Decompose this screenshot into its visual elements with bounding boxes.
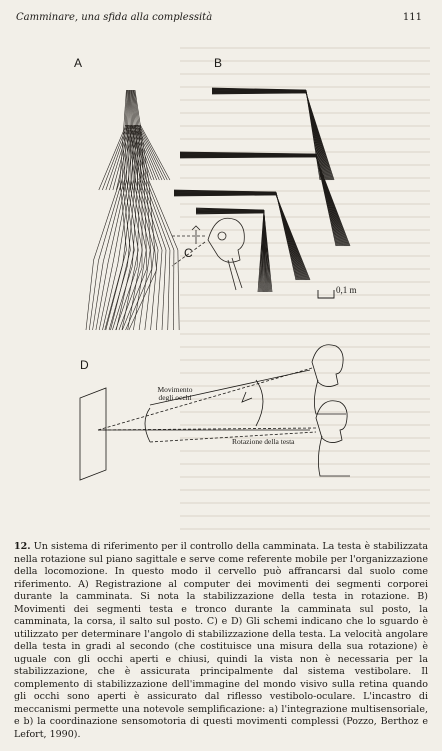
panel-label-d: D xyxy=(80,358,89,372)
page-header xyxy=(16,10,426,26)
scale-bar-label: 0,1 m xyxy=(336,285,357,295)
head-rotation-label: Rotazione della testa xyxy=(232,437,295,446)
figure-12 xyxy=(0,30,442,532)
panel-label-b: B xyxy=(214,56,223,70)
panel-label-c: C xyxy=(184,246,193,260)
caption-text: Un sistema di riferimento per il controllo della camminata. La testa è stabilizzata nella rotazione sul piano sagittale e serve come referente mobile per l'organizzazione della locomozione. In questo modo il cervello può affrancarsi dal suolo come riferimento. A) Registrazione al computer dei movimenti dei segmenti corporei durante la camminata. Si nota la stabilizzazione della testa in rotazione. B) Movimenti dei segmenti testa e tronco durante la camminata sul posto, la camminata, la corsa, il salto sul posto. C) e D) Gli schemi indicano che lo sguardo è utilizzato per determinare l'angolo di stabilizzazione della testa. La velocità angolare della testa in gradi al secondo (che costituisce una misura della sua rotazione) è uguale con gli occhi aperti e chiusi, quindi la vista non è necessaria per la stabilizzazione, che è assicurata principalmente dal sistema vestibolare. Il complemento di stabilizzazione dell'immagine del mondo visivo sulla retina quando gli occhi sono aperti è assicurato dal riflesso vestibolo-oculare. L'incastro di meccanismi permette una notevole semplificazione: a) l'integrazione multisensoriale, e b) la coordinazione sensomotoria di questi movimenti complessi (Pozzo, Berthoz e Lefort, 1990). xyxy=(14,541,428,740)
panel-b-head-trunk-traces xyxy=(174,88,350,292)
scale-bar xyxy=(318,290,334,298)
figure-drawing xyxy=(0,30,442,532)
figure-caption xyxy=(14,541,428,741)
running-title: Camminare, una sfida alla complessità xyxy=(16,12,213,23)
page-number: 111 xyxy=(402,12,422,23)
caption-number: 12. xyxy=(14,541,31,552)
eye-movement-label: Movimento degli occhi xyxy=(157,385,193,402)
panel-c-head-diagram xyxy=(170,218,244,290)
panel-a-stick-figures xyxy=(86,90,179,330)
panel-label-a: A xyxy=(74,56,83,70)
